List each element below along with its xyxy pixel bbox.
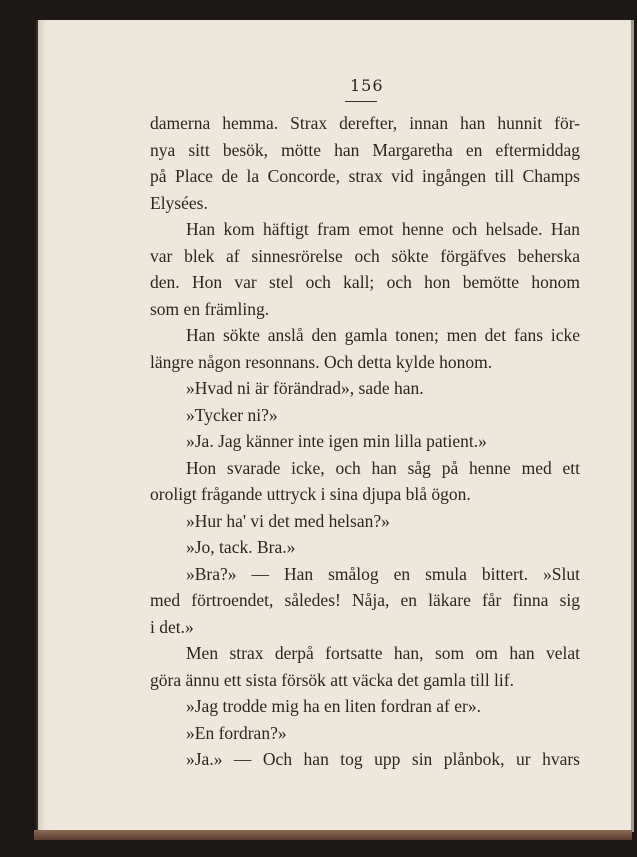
text-line: med förtroendet, således! Nåja, en läkare får finna sig [150,590,580,610]
text-line: »Hur ha' vi det med helsan?» [186,510,390,531]
text-line: »Ja.» — Och han tog upp sin plånbok, ur hvars [186,749,580,769]
page-number-rule [345,101,377,102]
text-line: »Jag trodde mig ha en liten fordran af er». [186,696,481,716]
body-text [150,110,580,773]
text-line: »Tycker ni?» [186,404,278,425]
text-line: Han sökte anslå den gamla tonen; men det fans icke [186,325,580,345]
text-line: i det.» [150,616,194,637]
text-line: »En fordran?» [186,722,287,743]
text-line: damerna hemma. Strax derefter, innan han hunnit för- [150,113,580,133]
text-line: var blek af sinnesrörelse och sökte förgäfves beherska [150,245,580,266]
text-line: »Hvad ni är förändrad», sade han. [186,378,424,398]
text-line: »Bra?» — Han smålog en smula bittert. »Slut [186,563,580,584]
text-line: Elysées. [150,192,208,213]
text-line: »Jo, tack. Bra.» [186,537,296,557]
text-line: Hon svarade icke, och han såg på henne med ett [186,457,580,478]
page-number: 156 [350,76,384,95]
text-line: som en främling. [150,298,270,319]
page-bottom-edge [34,830,632,840]
text-line: på Place de la Concorde, strax vid ingången till Champs [150,166,580,186]
text-line: Han kom häftigt fram emot henne och helsade. Han [186,219,580,239]
text-line: nya sitt besök, mötte han Margaretha en eftermiddag [150,139,580,160]
text-line: Men strax derpå fortsatte han, som om han velat [186,643,580,663]
text-line: oroligt frågande uttryck i sina djupa blå ögon. [150,484,471,504]
text-line: längre någon resonnans. Och detta kylde honom. [150,351,493,372]
text-line: den. Hon var stel och kall; och hon bemötte honom [150,272,580,292]
text-line: »Ja. Jag känner inte igen min lilla patient.» [186,431,487,451]
text-line: göra ännu ett sista försök att väcka det gamla till lif. [150,669,514,690]
